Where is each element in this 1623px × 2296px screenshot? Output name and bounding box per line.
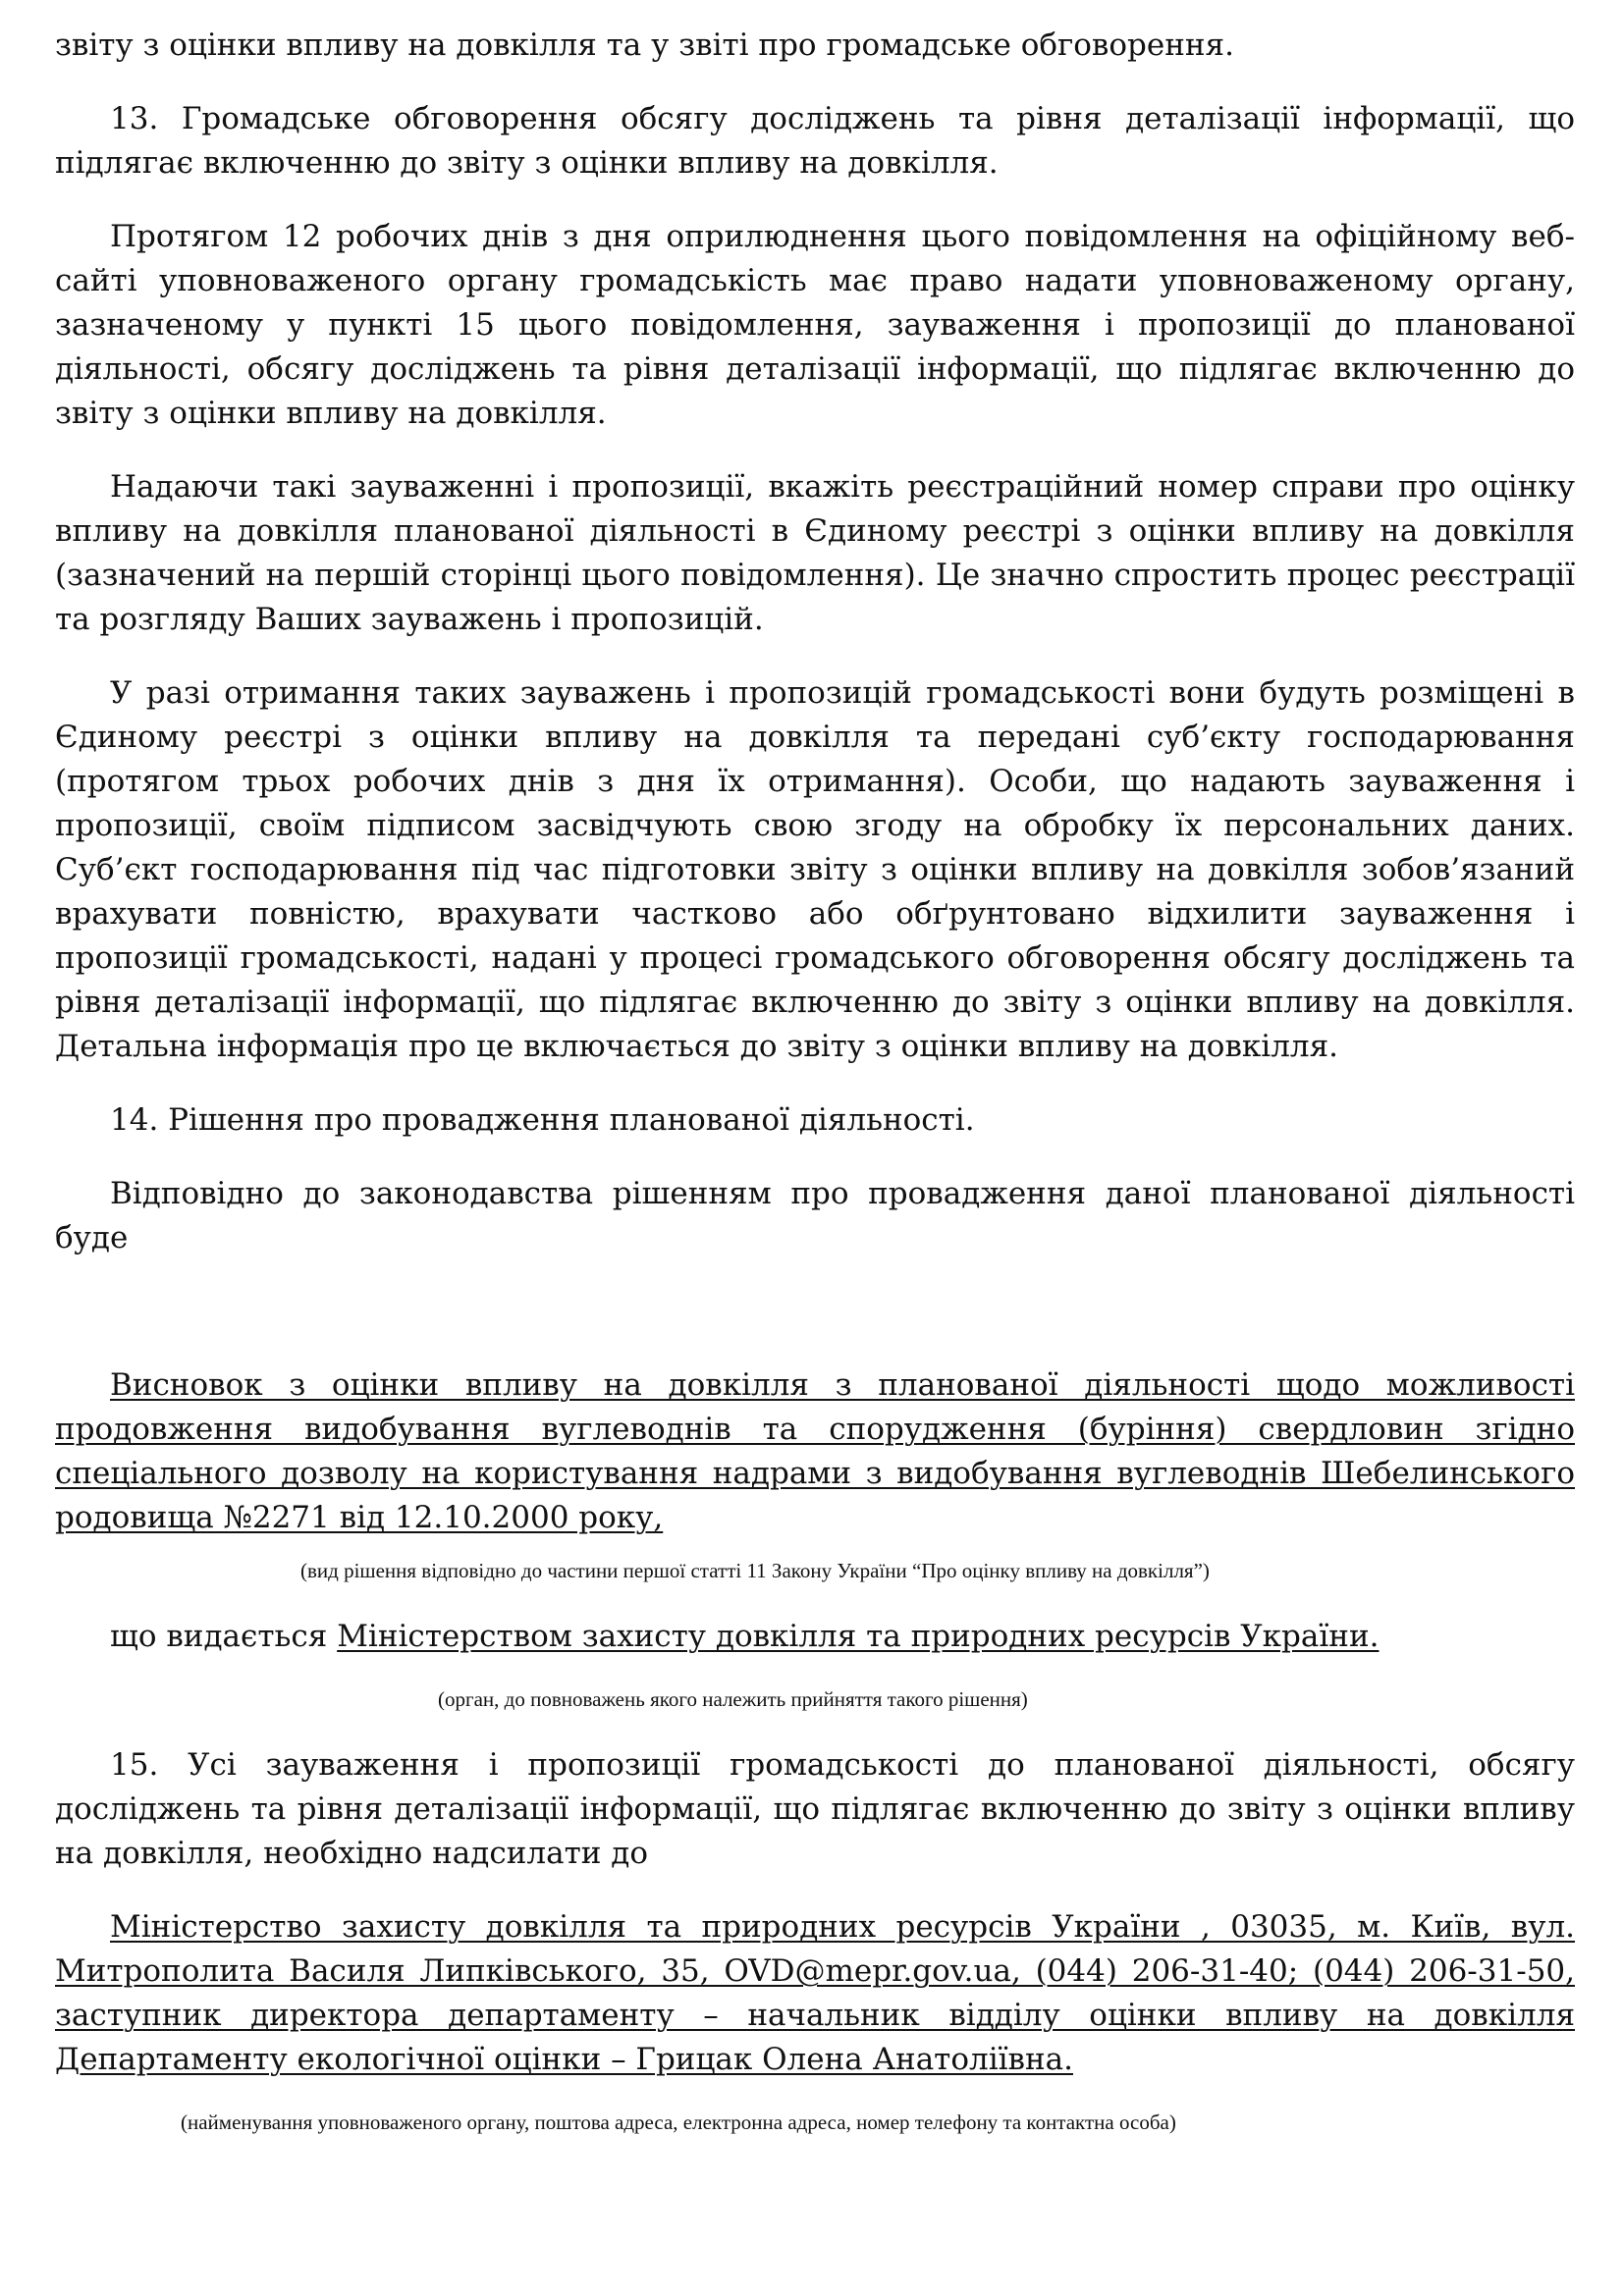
lead-paragraph: звіту з оцінки впливу на довкілля та у звіті про громадське обговорення. xyxy=(55,27,1234,63)
section-13-paragraph-deadline: Протягом 12 робочих днів з дня оприлюднення цього повідомлення на офіційному веб-сайті уповноваженого органу громадськість має право надати уповноваженому органу, зазначеному у пункті 15 цього повідомлення, зауваження і пропозиції до планованої діяльності, обсягу досліджень та рівня деталізації інформації, що підлягає включенню до звіту з оцінки впливу на довкілля. xyxy=(55,219,1575,431)
section-14-intro: Відповідно до законодавства рішенням про провадження даної планованої діяльності буде xyxy=(55,1176,1575,1255)
section-13-heading: 13. Громадське обговорення обсягу досліджень та рівня деталізації інформації, що підлягає включенню до звіту з оцінки впливу на довкілля. xyxy=(55,101,1575,181)
decision-type: Висновок з оцінки впливу на довкілля з планованої діяльності щодо можливості продовження видобування вуглеводнів та спорудження (буріння) свердловин згідно спеціального дозволу на користування надрами з видобування вуглеводнів Шебелинського родовища №2271 від 12.10.2000 року, xyxy=(55,1367,1575,1535)
section-14-heading: 14. Рішення про провадження планованої діяльності. xyxy=(110,1102,975,1138)
issuer-line xyxy=(55,1615,1575,1659)
issuer-caption: (орган, до повноважень якого належить прийняття такого рішення) xyxy=(438,1687,1028,1711)
section-13-paragraph-processing: У разі отримання таких зауважень і пропозицій громадськості вони будуть розміщені в Єдиному реєстрі з оцінки впливу на довкілля та передані суб’єкту господарювання (протягом трьох робочих днів з дня їх отримання). Особи, що надають зауваження і пропозиції, своїм підписом засвідчують свою згоду на обробку їх персональних даних. Суб’єкт господарювання під час підготовки звіту з оцінки впливу на довкілля зобов’язаний врахувати повністю, врахувати частково або обґрунтовано відхилити зауваження і пропозиції громадськості, надані у процесі громадського обговорення обсягу досліджень та рівня деталізації інформації, що підлягає включенню до звіту з оцінки впливу на довкілля. Детальна інформація про це включається до звіту з оцінки впливу на довкілля. xyxy=(55,675,1575,1064)
contact-details: Міністерство захисту довкілля та природних ресурсів України , 03035, м. Київ, вул. Митрополита Василя Липківського, 35, OVD@mepr.gov.ua, (044) 206-31-40; (044) 206-31-50, заступник директора департаменту – начальник відділу оцінки впливу на довкілля Департаменту екологічної оцінки – Грицак Олена Анатоліївна. xyxy=(55,1909,1575,2077)
issuer-prefix: що видається xyxy=(110,1619,338,1654)
document-page xyxy=(55,24,1575,2137)
section-15-heading: 15. Усі зауваження і пропозиції громадськості до планованої діяльності, обсягу досліджень та рівня деталізації інформації, що підлягає включенню до звіту з оцінки впливу на довкілля, необхідно надсилати до xyxy=(55,1747,1575,1871)
issuer-authority: Міністерством захисту довкілля та природних ресурсів України. xyxy=(337,1619,1380,1654)
section-13-paragraph-registration: Надаючи такі зауваженні і пропозиції, вкажіть реєстраційний номер справи про оцінку впливу на довкілля планованої діяльності в Єдиному реєстрі з оцінки впливу на довкілля (зазначений на першій сторінці цього повідомлення). Це значно спростить процес реєстрації та розгляду Ваших зауважень і пропозицій. xyxy=(55,469,1575,637)
contact-caption: (найменування уповноваженого органу, поштова адреса, електронна адреса, номер телефону та контактна особа) xyxy=(181,2110,1176,2134)
blank-space xyxy=(55,1290,1575,1363)
decision-type-caption: (вид рішення відповідно до частини першої статті 11 Закону України “Про оцінку впливу на довкілля”) xyxy=(300,1559,1210,1582)
